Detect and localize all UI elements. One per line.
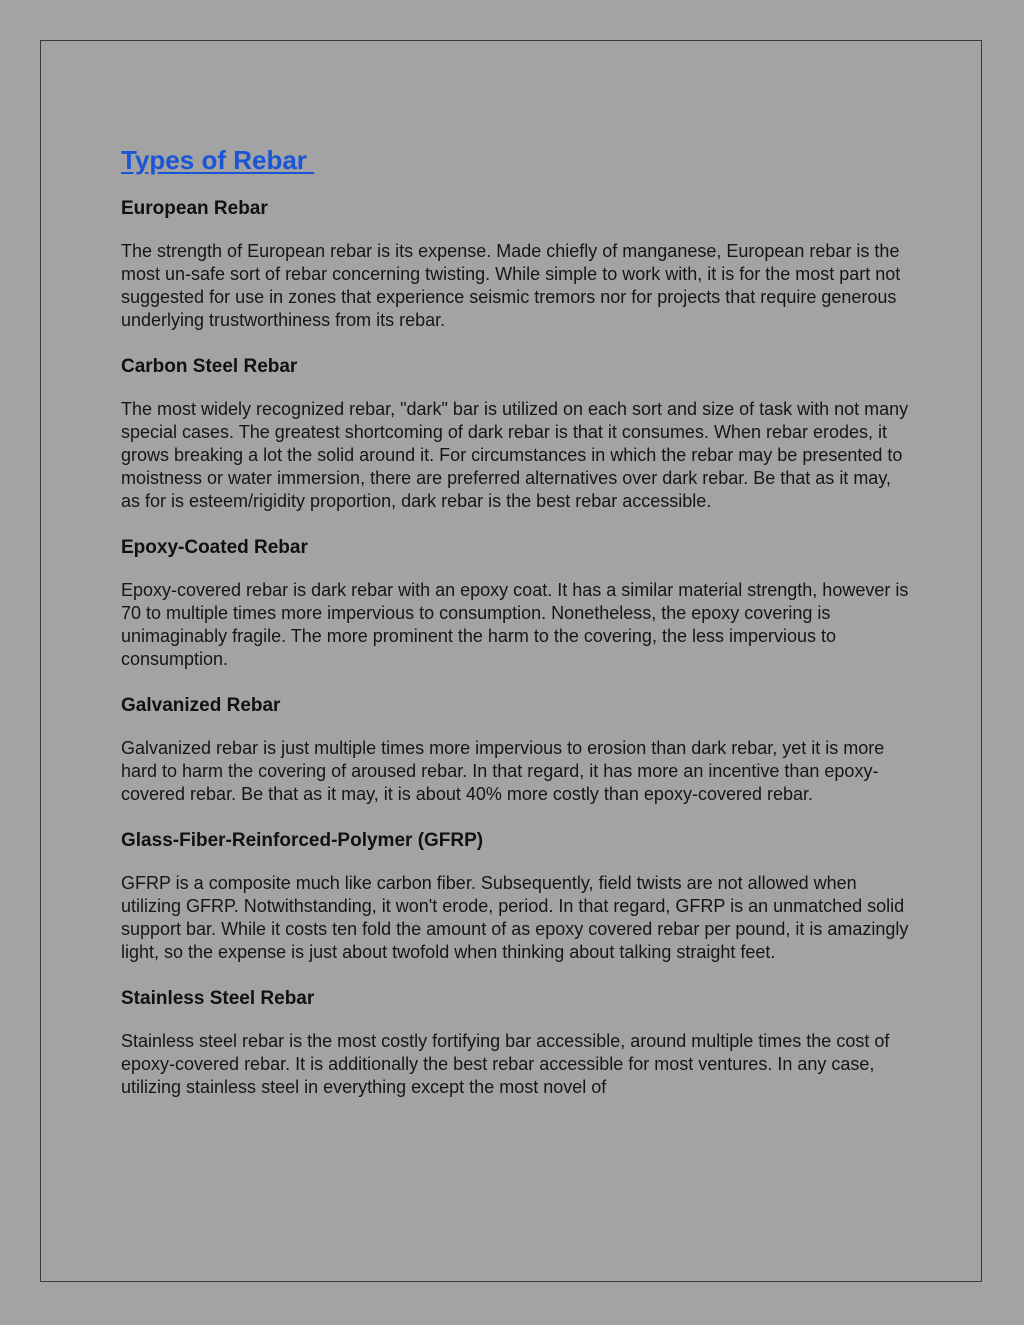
section-heading-gfrp: Glass-Fiber-Reinforced-Polymer (GFRP) — [121, 830, 484, 851]
section-heading-galvanized-rebar: Galvanized Rebar — [121, 695, 281, 716]
page-title[interactable]: Types of Rebar — [121, 145, 315, 175]
section-body-galvanized-rebar: Galvanized rebar is just multiple times more impervious to erosion than dark rebar, yet it is more hard to harm the covering of aroused rebar. In that regard, it has more an incentive than epoxy-covered rebar. Be that as it may, it is about 40% more costly than epoxy-covered rebar. — [121, 738, 885, 804]
section-body-european-rebar: The strength of European rebar is its expense. Made chiefly of manganese, European rebar is the most un-safe sort of rebar concerning twisting. While simple to work with, it is for the most part not suggested for use in zones that experience seismic tremors nor for projects that require generous underlying trustworthiness from its rebar. — [121, 241, 901, 330]
document-content — [121, 143, 911, 1122]
section-heading-carbon-steel-rebar: Carbon Steel Rebar — [121, 356, 298, 377]
section-body-carbon-steel-rebar: The most widely recognized rebar, "dark" bar is utilized on each sort and size of task with not many special cases. The greatest shortcoming of dark rebar is that it consumes. When rebar erodes, it grows breaking a lot the solid around it. For circumstances in which the rebar may be presented to moistness or water immersion, there are preferred alternatives over dark rebar. Be that as it may, as for is esteem/rigidity proportion, dark rebar is the best rebar accessible. — [121, 399, 909, 511]
section-body-gfrp: GFRP is a composite much like carbon fiber. Subsequently, field twists are not allowed when utilizing GFRP. Notwithstanding, it won't erode, period. In that regard, GFRP is an unmatched solid support bar. While it costs ten fold the amount of as epoxy covered rebar per pound, it is amazingly light, so the expense is just about twofold when thinking about talking straight feet. — [121, 873, 909, 962]
section-body-epoxy-coated-rebar: Epoxy-covered rebar is dark rebar with an epoxy coat. It has a similar material strength, however is 70 to multiple times more impervious to consumption. Nonetheless, the epoxy covering is unimaginably fragile. The more prominent the harm to the covering, the less impervious to consumption. — [121, 580, 909, 669]
section-heading-stainless-steel-rebar: Stainless Steel Rebar — [121, 988, 315, 1009]
section-heading-european-rebar: European Rebar — [121, 198, 268, 219]
section-heading-epoxy-coated-rebar: Epoxy-Coated Rebar — [121, 537, 308, 558]
section-body-stainless-steel-rebar: Stainless steel rebar is the most costly fortifying bar accessible, around multiple times the cost of epoxy-covered rebar. It is additionally the best rebar accessible for most ventures. In any case, utilizing stainless steel in everything except the most novel of — [121, 1031, 890, 1097]
document-page — [40, 40, 982, 1282]
